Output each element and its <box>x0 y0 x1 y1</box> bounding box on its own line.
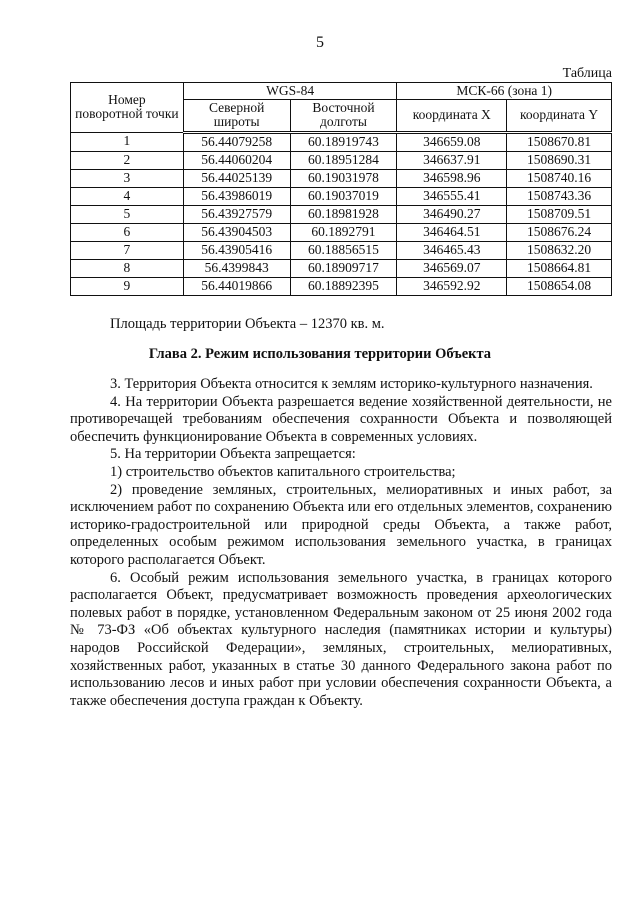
header-east-longitude: Восточной долготы <box>290 100 397 132</box>
cell-east: 60.18909717 <box>290 259 397 277</box>
header-coordinate-x: координата X <box>397 100 507 132</box>
table-row <box>71 259 612 277</box>
page-number: 5 <box>316 34 324 51</box>
cell-x: 346490.27 <box>397 205 507 223</box>
cell-y: 1508664.81 <box>507 259 612 277</box>
cell-x: 346659.08 <box>397 132 507 151</box>
cell-y: 1508740.16 <box>507 169 612 187</box>
coordinates-table-body <box>71 132 612 295</box>
cell-x: 346555.41 <box>397 187 507 205</box>
cell-north: 56.44025139 <box>183 169 290 187</box>
cell-north: 56.4399843 <box>183 259 290 277</box>
cell-east: 60.18919743 <box>290 132 397 151</box>
cell-point: 9 <box>71 277 184 295</box>
cell-y: 1508632.20 <box>507 241 612 259</box>
cell-y: 1508654.08 <box>507 277 612 295</box>
cell-north: 56.43986019 <box>183 187 290 205</box>
cell-east: 60.18951284 <box>290 151 397 169</box>
cell-y: 1508676.24 <box>507 223 612 241</box>
cell-y: 1508709.51 <box>507 205 612 223</box>
area-statement: Площадь территории Объекта – 12370 кв. м. <box>110 316 385 332</box>
paragraph-4: 4. На территории Объекта разрешается ведение хозяйственной деятельности, не противоречащей требованиям обеспечения сохранности Объекта и позволяющей обеспечить функционирование Объекта в современных условиях. <box>70 393 612 445</box>
cell-point: 7 <box>71 241 184 259</box>
cell-east: 60.18981928 <box>290 205 397 223</box>
header-wgs84: WGS-84 <box>183 83 397 100</box>
paragraph-6: 6. Особый режим использования земельного участка, в границах которого располагается Объект, предусматривает возможность проведения археологических полевых работ в порядке, установленном Федеральным законом от 25 июня 2002 года № 73-ФЗ «Об объектах культурного наследия (памятниках истории и культуры) народов Российской Федерации», земляных, строительных, мелиоративных, хозяйственных работ, указанных в статье 30 данного Федерального закона работ по использованию лесов и иных работ при условии обеспечения сохранности Объекта, а также обеспечения доступа граждан к Объекту. <box>70 569 612 709</box>
cell-x: 346592.92 <box>397 277 507 295</box>
chapter-heading: Глава 2. Режим использования территории Объекта <box>148 346 492 362</box>
table-caption: Таблица <box>562 66 612 81</box>
table-row <box>71 169 612 187</box>
table-row <box>71 241 612 259</box>
cell-x: 346598.96 <box>397 169 507 187</box>
header-msk66: МСК-66 (зона 1) <box>397 83 612 100</box>
cell-east: 60.19031978 <box>290 169 397 187</box>
cell-point: 3 <box>71 169 184 187</box>
header-coordinate-y: координата Y <box>507 100 612 132</box>
cell-point: 2 <box>71 151 184 169</box>
coordinates-table <box>70 82 612 296</box>
paragraph-5: 5. На территории Объекта запрещается: <box>110 446 356 463</box>
paragraph-5-item-2: 2) проведение земляных, строительных, мелиоративных и иных работ, за исключением работ по сохранению Объекта или его отдельных элементов, сохранению историко-градостроительной или природной среды Объекта, а также работ, определенных особым режимом использования земельного участка, в границах которого располагается Объект. <box>70 481 612 568</box>
table-row <box>71 277 612 295</box>
header-point-number: Номер поворотной точки <box>71 83 184 133</box>
cell-point: 5 <box>71 205 184 223</box>
paragraph-3: 3. Территория Объекта относится к землям историко-культурного назначения. <box>110 376 593 392</box>
paragraph-5-item-1: 1) строительство объектов капитального строительства; <box>110 463 456 480</box>
cell-east: 60.18856515 <box>290 241 397 259</box>
cell-point: 1 <box>71 132 184 151</box>
table-row <box>71 132 612 151</box>
chapter-body <box>70 376 612 710</box>
cell-x: 346464.51 <box>397 223 507 241</box>
cell-east: 60.18892395 <box>290 277 397 295</box>
cell-point: 4 <box>71 187 184 205</box>
table-row <box>71 151 612 169</box>
cell-x: 346465.43 <box>397 241 507 259</box>
cell-north: 56.44060204 <box>183 151 290 169</box>
table-row <box>71 187 612 205</box>
cell-east: 60.19037019 <box>290 187 397 205</box>
header-north-latitude: Северной широты <box>183 100 290 132</box>
cell-point: 8 <box>71 259 184 277</box>
cell-y: 1508670.81 <box>507 132 612 151</box>
table-row <box>71 205 612 223</box>
table-row <box>71 223 612 241</box>
cell-y: 1508743.36 <box>507 187 612 205</box>
cell-east: 60.1892791 <box>290 223 397 241</box>
cell-north: 56.43905416 <box>183 241 290 259</box>
cell-x: 346637.91 <box>397 151 507 169</box>
cell-north: 56.44079258 <box>183 132 290 151</box>
cell-north: 56.44019866 <box>183 277 290 295</box>
cell-north: 56.43904503 <box>183 223 290 241</box>
cell-point: 6 <box>71 223 184 241</box>
cell-north: 56.43927579 <box>183 205 290 223</box>
cell-x: 346569.07 <box>397 259 507 277</box>
cell-y: 1508690.31 <box>507 151 612 169</box>
